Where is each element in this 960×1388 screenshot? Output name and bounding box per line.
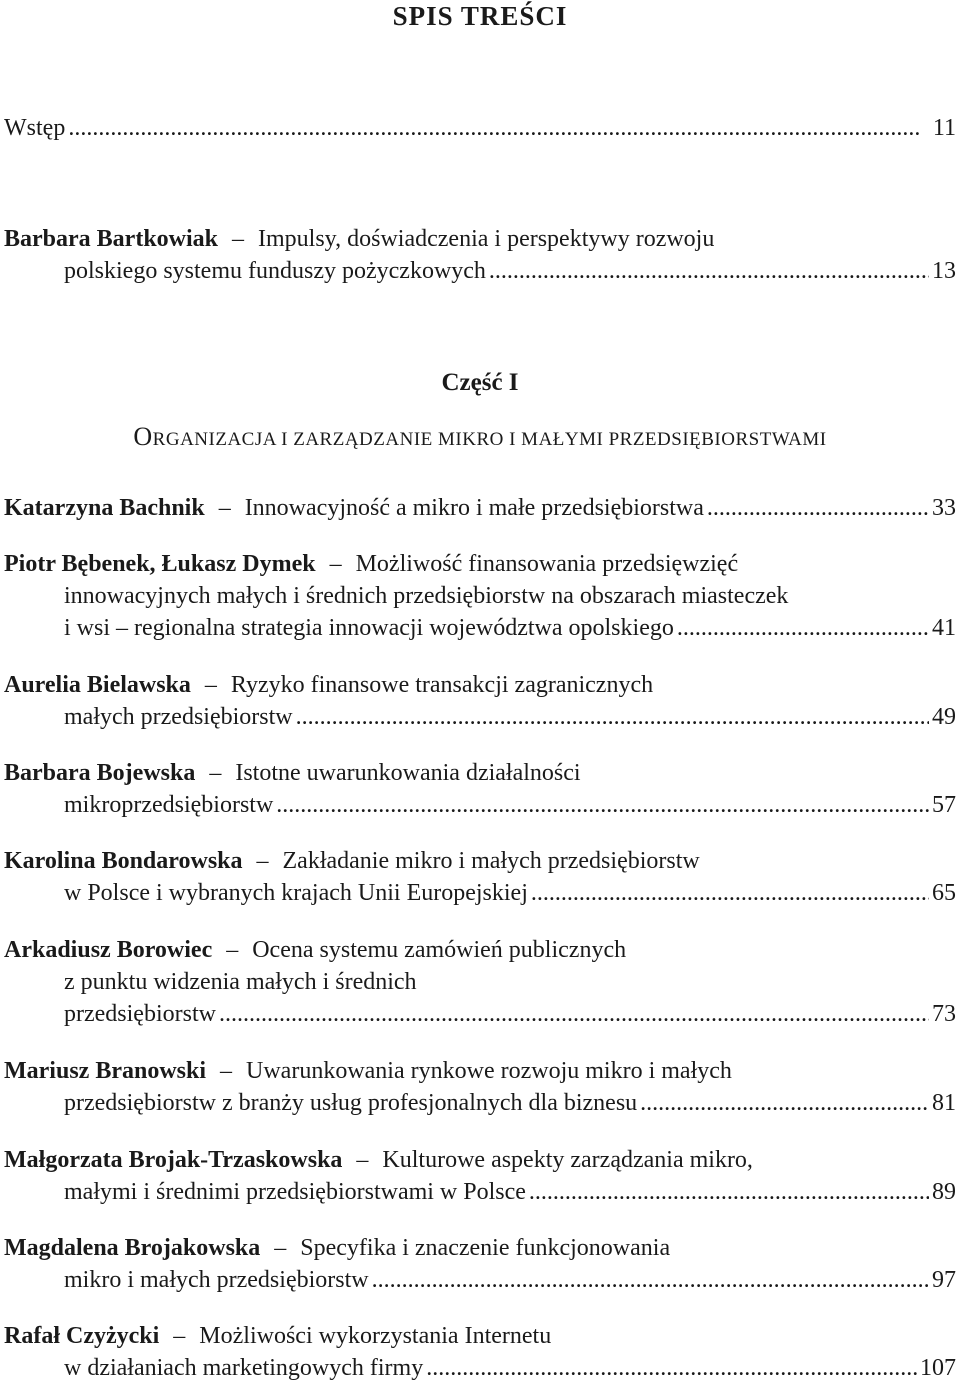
separator-dash: –: [209, 760, 222, 786]
toc-title: SPIS TREŚCI: [392, 1, 568, 31]
toc-line: [4, 966, 956, 998]
dot-leader: [426, 1352, 917, 1384]
toc-line: [4, 789, 956, 821]
page-number: 81: [932, 1090, 956, 1116]
toc-line: [4, 112, 956, 144]
entry-title-continued: małych przedsiębiorstw: [64, 704, 293, 730]
entry-title-continued: przedsiębiorstw: [64, 1001, 216, 1027]
toc-line: [4, 701, 956, 733]
entry-title-continued: polskiego systemu funduszy pożyczkowych: [64, 258, 486, 284]
dot-leader: [707, 492, 929, 524]
entry-author: Małgorzata Brojak-Trzaskowska: [4, 1147, 343, 1173]
dot-leader: [68, 112, 930, 144]
toc-entry[interactable]: [4, 757, 956, 821]
entry-title: Kulturowe aspekty zarządzania mikro,: [382, 1147, 753, 1173]
entry-title-continued: innowacyjnych małych i średnich przedsiębiorstw na obszarach miasteczek: [64, 583, 789, 609]
entry-title: Uwarunkowania rynkowe rozwoju mikro i małych: [246, 1058, 732, 1084]
entry-title: Istotne uwarunkowania działalności: [235, 760, 581, 786]
toc-line: [4, 877, 956, 909]
toc-line: [4, 757, 956, 789]
toc-line: [4, 1055, 956, 1087]
entry-author: Rafał Czyżycki: [4, 1323, 160, 1349]
entry-author: Katarzyna Bachnik: [4, 495, 205, 521]
toc-entry[interactable]: [4, 223, 956, 287]
toc-entry[interactable]: [4, 492, 956, 524]
entry-title: Możliwość finansowania przedsięwzięć: [355, 551, 739, 577]
entry-author: Mariusz Branowski: [4, 1058, 207, 1084]
toc-line: [4, 934, 956, 966]
toc-line: [4, 1144, 956, 1176]
entry-title-continued: i wsi – regionalna strategia innowacji województwa opolskiego: [64, 615, 674, 641]
page-number: 65: [932, 880, 956, 906]
entry-title-continued: małymi i średnimi przedsiębiorstwami w Polsce: [64, 1179, 526, 1205]
separator-dash: –: [226, 937, 239, 963]
separator-dash: –: [232, 226, 245, 252]
toc-line: [4, 669, 956, 701]
toc-entry[interactable]: [4, 1232, 956, 1296]
entry-title: Specyfika i znaczenie funkcjonowania: [300, 1235, 671, 1261]
entry-author: Barbara Bartkowiak: [4, 226, 219, 252]
toc-line: [4, 1087, 956, 1119]
toc-entry-introduction[interactable]: [4, 112, 956, 144]
toc-line: [4, 1176, 956, 1208]
toc-entry[interactable]: [4, 845, 956, 909]
dot-leader: [372, 1264, 929, 1296]
toc-entry[interactable]: [4, 1320, 956, 1384]
page-number: 57: [932, 792, 956, 818]
toc-entry[interactable]: [4, 548, 956, 644]
separator-dash: –: [329, 551, 342, 577]
toc-line: [4, 612, 956, 644]
dot-leader: [219, 998, 929, 1030]
toc-entry[interactable]: [4, 669, 956, 733]
page-number: 89: [932, 1179, 956, 1205]
entry-title: Możliwości wykorzystania Internetu: [199, 1323, 552, 1349]
page-number: 97: [932, 1267, 956, 1293]
toc-entry[interactable]: [4, 934, 956, 1030]
part-subtitle: [0, 421, 960, 456]
entry-title: Innowacyjność a mikro i małe przedsiębiorstwa: [244, 495, 704, 521]
entry-author: Arkadiusz Borowiec: [4, 937, 213, 963]
entry-title-continued: przedsiębiorstw z branży usług profesjonalnych dla biznesu: [64, 1090, 638, 1116]
dot-leader: [677, 612, 929, 644]
page-number: 33: [932, 495, 956, 521]
entry-title-continued: mikroprzedsiębiorstw: [64, 792, 274, 818]
toc-line: [4, 492, 956, 524]
separator-dash: –: [173, 1323, 186, 1349]
entry-title-continued: mikro i małych przedsiębiorstw: [64, 1267, 369, 1293]
page-number: 49: [932, 704, 956, 730]
toc-line: [4, 580, 956, 612]
toc-line: [4, 223, 956, 255]
page-number: 13: [932, 258, 956, 284]
entry-author: Barbara Bojewska: [4, 760, 196, 786]
separator-dash: –: [218, 495, 231, 521]
entry-author: Aurelia Bielawska: [4, 672, 191, 698]
dot-leader: [276, 789, 929, 821]
entry-title: Ryzyko finansowe transakcji zagranicznych: [230, 672, 654, 698]
separator-dash: –: [274, 1235, 287, 1261]
toc-entry[interactable]: [4, 1055, 956, 1119]
toc-line: [4, 255, 956, 287]
part-title: Część I: [441, 369, 519, 396]
entry-author: Karolina Bondarowska: [4, 848, 243, 874]
dot-leader: [296, 701, 929, 733]
toc-entry[interactable]: [4, 1144, 956, 1208]
entry-title-continued: w działaniach marketingowych firmy: [64, 1355, 424, 1381]
separator-dash: –: [356, 1147, 369, 1173]
entry-title: Zakładanie mikro i małych przedsiębiorstw: [282, 848, 700, 874]
page-number: 11: [932, 115, 956, 141]
entry-title: Wstęp: [4, 115, 66, 141]
entry-title: Ocena systemu zamówień publicznych: [252, 937, 627, 963]
page-number: 41: [932, 615, 956, 641]
dot-leader: [640, 1087, 929, 1119]
page-number: 107: [920, 1355, 956, 1381]
entry-title-continued: w Polsce i wybranych krajach Unii Europejskiej: [64, 880, 528, 906]
dot-leader: [489, 255, 929, 287]
toc-line: [4, 1352, 956, 1384]
toc-line: [4, 1320, 956, 1352]
toc-line: [4, 1264, 956, 1296]
dot-leader: [529, 1176, 929, 1208]
page-number: 73: [932, 1001, 956, 1027]
separator-dash: –: [220, 1058, 233, 1084]
entry-author: Magdalena Brojakowska: [4, 1235, 261, 1261]
entry-title: Impulsy, doświadczenia i perspektywy rozwoju: [258, 226, 715, 252]
toc-line: [4, 845, 956, 877]
toc-line: [4, 1232, 956, 1264]
separator-dash: –: [256, 848, 269, 874]
part-subtitle-rest: RGANIZACJA I ZARZĄDZANIE MIKRO I MAŁYMI PRZEDSIĘBIORSTWAMI: [152, 429, 827, 450]
dot-leader: [531, 877, 929, 909]
part-subtitle-initial: O: [133, 422, 153, 451]
entry-author: Piotr Bębenek, Łukasz Dymek: [4, 551, 316, 577]
separator-dash: –: [204, 672, 217, 698]
entry-title-continued: z punktu widzenia małych i średnich: [64, 969, 417, 995]
toc-line: [4, 998, 956, 1030]
toc-line: [4, 548, 956, 580]
